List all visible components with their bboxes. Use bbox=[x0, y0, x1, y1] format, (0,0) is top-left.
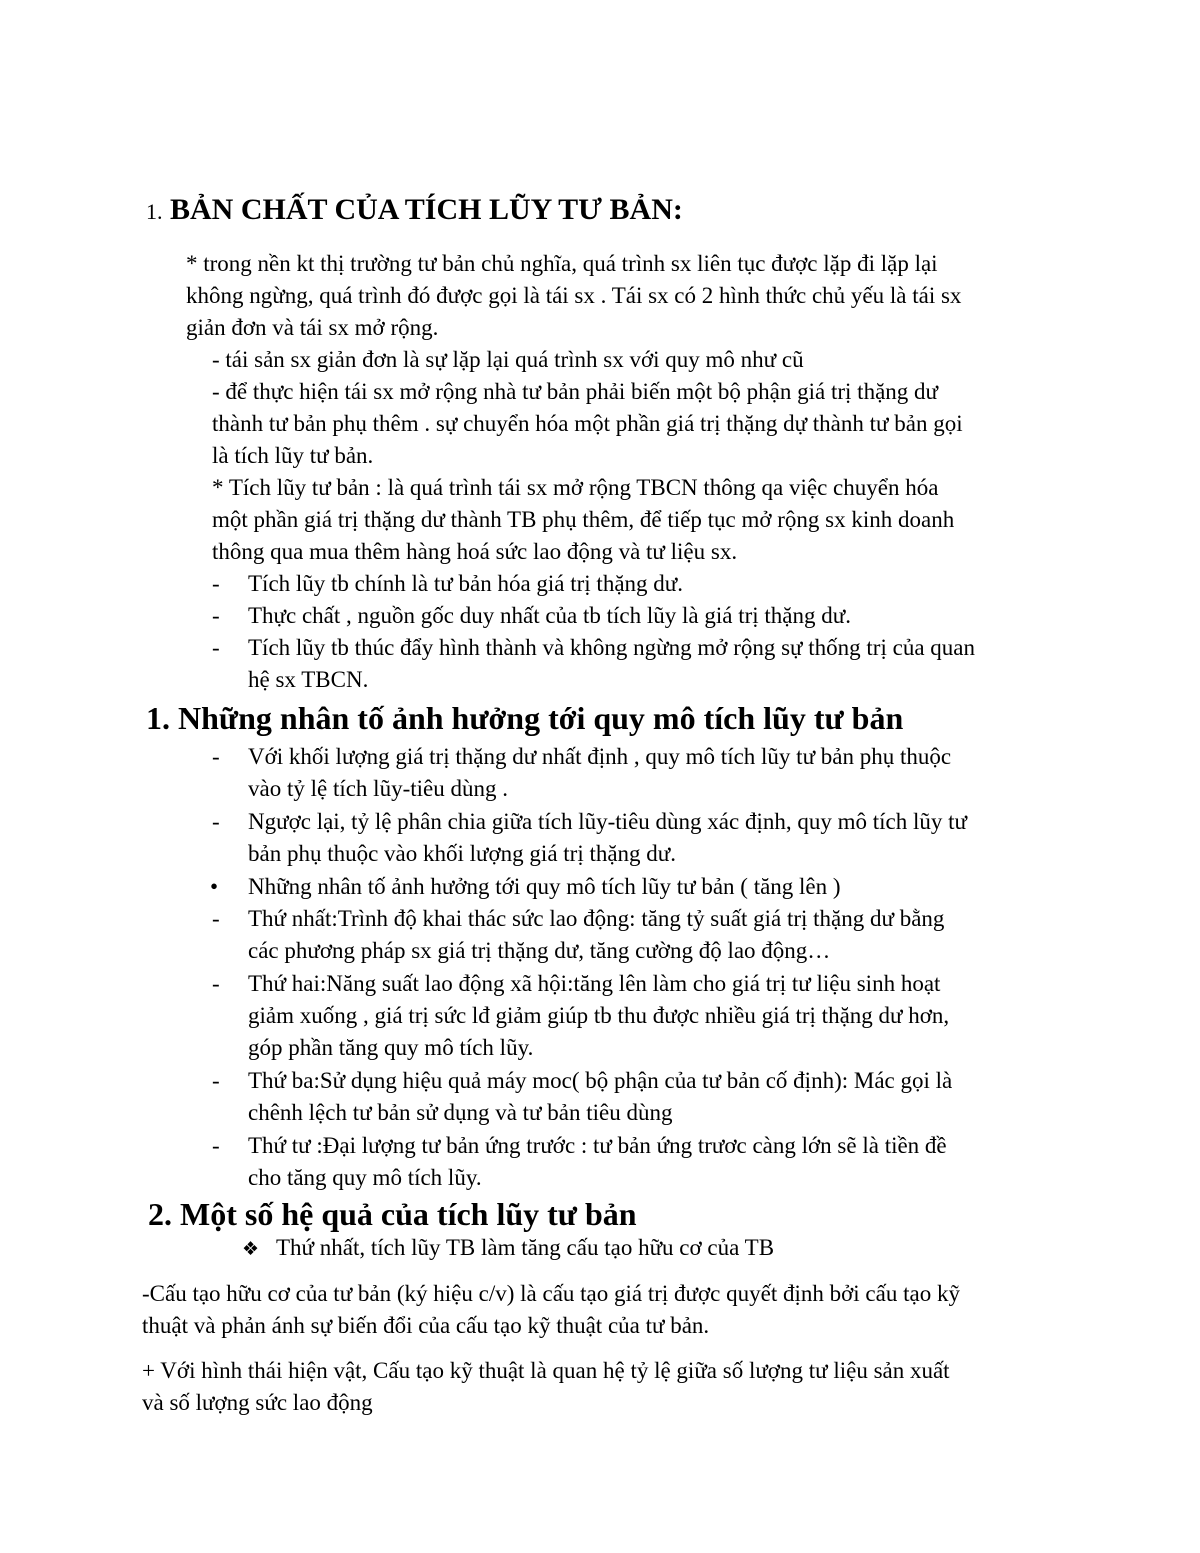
factor-line: chênh lệch tư bản sử dụng và tư bản tiêu dùng bbox=[248, 1100, 673, 1125]
bullet-line: Thực chất , nguồn gốc duy nhất của tb tích lũy là giá trị thặng dư. bbox=[248, 603, 851, 628]
organic-composition-line: thuật và phản ánh sự biến đổi của cấu tạo kỹ thuật của tư bản. bbox=[142, 1313, 710, 1338]
expanded-reproduction-line: thành tư bản phụ thêm . sự chuyển hóa một phần giá trị thặng dự thành tư bản gọi bbox=[212, 411, 963, 436]
bullet-dot-marker: • bbox=[210, 874, 219, 899]
factor-line: bản phụ thuộc vào khối lượng giá trị thặng dư. bbox=[248, 841, 677, 866]
factor-line: vào tỷ lệ tích lũy-tiêu dùng . bbox=[248, 776, 508, 801]
section-1-heading bbox=[146, 190, 683, 232]
technical-composition-line: và số lượng sức lao động bbox=[142, 1390, 373, 1415]
factor-line: Thứ tư :Đại lượng tư bản ứng trước : tư bản ứng trươc càng lớn sẽ là tiền đề bbox=[248, 1133, 947, 1158]
factor-line: Thứ hai:Năng suất lao động xã hội:tăng lên làm cho giá trị tư liệu sinh hoạt bbox=[248, 971, 941, 996]
dash-marker: - bbox=[212, 635, 220, 660]
intro-line: không ngừng, quá trình đó được gọi là tái sx . Tái sx có 2 hình thức chủ yếu là tái sx bbox=[186, 283, 962, 308]
section-1-number: 1. bbox=[146, 199, 163, 224]
technical-composition-line: + Với hình thái hiện vật, Cấu tạo kỹ thuật là quan hệ tỷ lệ giữa số lượng tư liệu sản xuất bbox=[142, 1358, 950, 1383]
section-1-title: BẢN CHẤT CỦA TÍCH LŨY TƯ BẢN: bbox=[170, 193, 683, 226]
factor-line: Những nhân tố ảnh hưởng tới quy mô tích lũy tư bản ( tăng lên ) bbox=[248, 874, 841, 899]
bullet-line: hệ sx TBCN. bbox=[248, 667, 369, 692]
section-3-heading: 2. Một số hệ quả của tích lũy tư bản bbox=[148, 1196, 637, 1232]
definition-line: thông qua mua thêm hàng hoá sức lao động và tư liệu sx. bbox=[212, 539, 738, 564]
expanded-reproduction-line: - để thực hiện tái sx mở rộng nhà tư bản phải biến một bộ phận giá trị thặng dư bbox=[212, 379, 938, 404]
dash-marker: - bbox=[212, 1133, 220, 1158]
intro-line: * trong nền kt thị trường tư bản chủ nghĩa, quá trình sx liên tục được lặp đi lặp lại bbox=[186, 251, 938, 276]
dash-marker: - bbox=[212, 603, 220, 628]
factor-line: Thứ ba:Sử dụng hiệu quả máy moc( bộ phận của tư bản cố định): Mác gọi là bbox=[248, 1068, 953, 1093]
dash-marker: - bbox=[212, 906, 220, 931]
intro-line: giản đơn và tái sx mở rộng. bbox=[186, 315, 439, 340]
factor-line: giảm xuống , giá trị sức lđ giảm giúp tb thu được nhiều giá trị thặng dư hơn, bbox=[248, 1003, 950, 1028]
expanded-reproduction-line: là tích lũy tư bản. bbox=[212, 443, 374, 468]
factor-line: Ngược lại, tỷ lệ phân chia giữa tích lũy-tiêu dùng xác định, quy mô tích lũy tư bbox=[248, 809, 967, 834]
factor-line: Với khối lượng giá trị thặng dư nhất định , quy mô tích lũy tư bản phụ thuộc bbox=[248, 744, 952, 769]
dash-marker: - bbox=[212, 571, 220, 596]
definition-line: * Tích lũy tư bản : là quá trình tái sx mở rộng TBCN thông qa việc chuyển hóa bbox=[212, 475, 939, 500]
consequence-item: Thứ nhất, tích lũy TB làm tăng cấu tạo hữu cơ của TB bbox=[276, 1235, 775, 1260]
bullet-line: Tích lũy tb thúc đẩy hình thành và không ngừng mở rộng sự thống trị của quan bbox=[248, 635, 975, 660]
dash-marker: - bbox=[212, 971, 220, 996]
factor-line: góp phần tăng quy mô tích lũy. bbox=[248, 1035, 534, 1060]
dash-marker: - bbox=[212, 1068, 220, 1093]
factor-line: Thứ nhất:Trình độ khai thác sức lao động: tăng tỷ suất giá trị thặng dư bằng bbox=[248, 906, 945, 931]
simple-reproduction-line: - tái sản sx giản đơn là sự lặp lại quá trình sx với quy mô như cũ bbox=[212, 347, 804, 372]
organic-composition-line: -Cấu tạo hữu cơ của tư bản (ký hiệu c/v) là cấu tạo giá trị được quyết định bởi cấu tạo kỹ bbox=[142, 1281, 960, 1306]
diamond-bullet-icon: ❖ bbox=[242, 1238, 260, 1260]
section-2-heading: 1. Những nhân tố ảnh hưởng tới quy mô tích lũy tư bản bbox=[146, 700, 904, 736]
factor-line: cho tăng quy mô tích lũy. bbox=[248, 1165, 482, 1190]
dash-marker: - bbox=[212, 809, 220, 834]
definition-line: một phần giá trị thặng dư thành TB phụ thêm, để tiếp tục mở rộng sx kinh doanh bbox=[212, 507, 955, 532]
dash-marker: - bbox=[212, 744, 220, 769]
factor-line: các phương pháp sx giá trị thặng dư, tăng cường độ lao động… bbox=[248, 938, 831, 963]
bullet-line: Tích lũy tb chính là tư bản hóa giá trị thặng dư. bbox=[248, 571, 684, 596]
